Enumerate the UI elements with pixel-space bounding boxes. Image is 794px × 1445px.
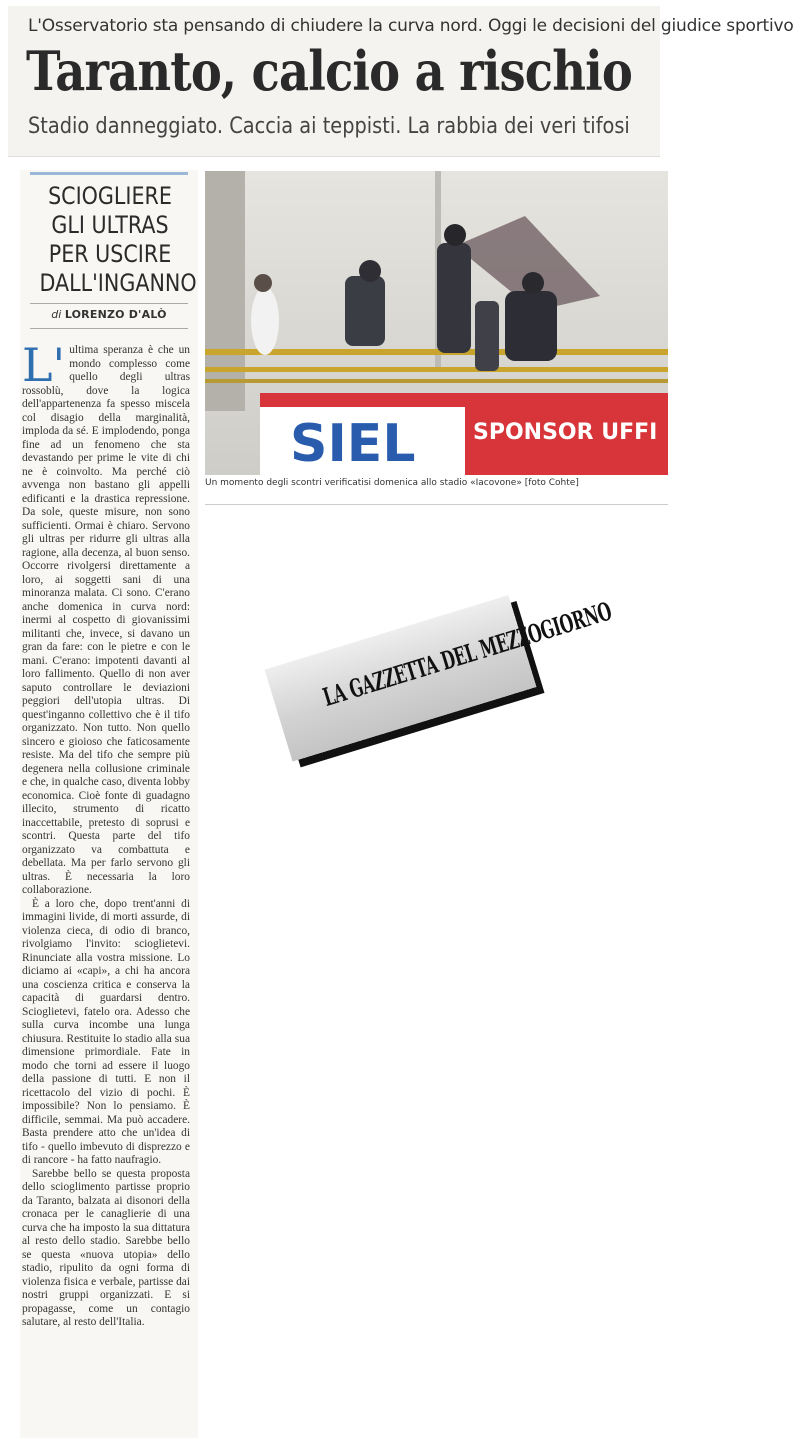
byline-top-rule bbox=[30, 303, 188, 304]
editorial-title: SCIOGLIERE GLI ULTRAS PER USCIRE DALL'INGANNO bbox=[39, 182, 197, 297]
masthead-stamp bbox=[264, 595, 615, 775]
subheadline: Stadio danneggiato. Caccia ai teppisti. La rabbia dei veri tifosi bbox=[28, 114, 630, 139]
article-paragraph bbox=[22, 338, 190, 898]
headline: Taranto, calcio a rischio bbox=[26, 39, 633, 103]
byline-prefix: di bbox=[51, 308, 62, 321]
news-photo bbox=[205, 171, 668, 475]
article-paragraph-text: ultima speranza è che un mondo complesso come quello degli ultras rossoblù, dove la logica dell'appartenenza fa spesso miscela col disagio della marginalità, imploda da sé. E implodendo, ponga fine ad un fenomeno che sta devastando per prime le vite di chi ne è coinvolto. Ma perché ciò avvenga non bastano gli appelli edificanti e la drastica repressione. Da sole, queste misure, non sono sufficienti. Ormai è chiaro. Servono gli ultras per ridurre gli ultras alla ragione, alla decenza, al buon senso. Occorre rivolgersi direttamente a loro, ai soggetti sani di una minoranza malata. Ci sono. C'erano anche domenica in curva nord: inermi al cospetto di giovanissimi militanti che, invece, si davano un gran da fare: con le pietre e con le mani. C'erano: impotenti davanti al loro fallimento. Quello di non aver saputo controllare le deviazioni peggiori dell'utopia ultras. Di quest'inganno collettivo che è il tifo organizzato. Non tutto. Non quello sincero e gioioso che faticosamente resiste. Ma del tifo che sempre più degenera nella collusione criminale e che, in qualche caso, diventa lobby economica. Cioè fonte di guadagno illecito, strumento di ricatto inaccettabile, pretesto di soprusi e scontri. Questa parte del tifo organizzato va combattuta e debellata. Ma per farlo servono gli ultras. È necessaria la loro collaborazione. bbox=[22, 344, 190, 896]
byline-bottom-rule bbox=[30, 328, 188, 329]
masthead-stamp-card bbox=[264, 595, 615, 761]
column-top-rule bbox=[30, 172, 188, 175]
header-divider bbox=[8, 156, 660, 157]
masthead-logo-text: LA GAZZETTA DEL MEZZOGIORNO bbox=[319, 596, 615, 712]
photo-divider bbox=[205, 504, 668, 505]
article-header bbox=[8, 6, 794, 156]
article-paragraph: Sarebbe bello se questa proposta dello scioglimento partisse proprio da Taranto, balzata ai disonori della cronaca per le canaglierie di una curva che ha imposto la sua dittatura al resto dello stadio. Sarebbe bello se questa «nuova utopia» dello stadio, ripulito da ogni forma di violenza fisica e verbale, partisse dai nostri gruppi organizzati. E si propagasse, come un contagio salutare, al resto dell'Italia. bbox=[22, 1167, 190, 1328]
stadium-clash-photo bbox=[205, 171, 668, 475]
drop-cap: L' bbox=[22, 338, 66, 392]
kicker: L'Osservatorio sta pensando di chiudere la curva nord. Oggi le decisioni del giudice sportivo bbox=[28, 16, 794, 36]
article-paragraph: È a loro che, dopo trent'anni di immagini livide, di morti assurde, di violenza cieca, di odio di branco, rivolgiamo l'invito: scioglietevi. Rinunciate alla vostra missione. Lo diciamo ai «capi», a chi ha ancora una coscienza critica e conserva la capacità di guardarsi dentro. Scioglietevi, fatelo ora. Adesso che sulla curva incombe una lunga chiusura. Restituite lo stadio alla sua dimensione primordiale. Fate in modo che torni ad essere il luogo della passione di tutti. E non il ricettacolo del vizio di pochi. È impossibile? Non lo pensiamo. È difficile, semmai. Ma può accadere. Basta prendere atto che un'idea di tifo - quello imbevuto di disprezzo e di rancore - ha fatto naufragio. bbox=[22, 897, 190, 1166]
photo-caption: Un momento degli scontri verificatisi domenica allo stadio «Iacovone» [foto Cohte] bbox=[205, 478, 579, 488]
banner-sponsor-label: SPONSOR UFFI bbox=[473, 420, 658, 445]
byline bbox=[30, 308, 188, 321]
banner-sponsor-text: SIEL bbox=[290, 414, 416, 474]
byline-author: LORENZO D'ALÒ bbox=[64, 308, 167, 321]
article-body bbox=[22, 338, 190, 1330]
